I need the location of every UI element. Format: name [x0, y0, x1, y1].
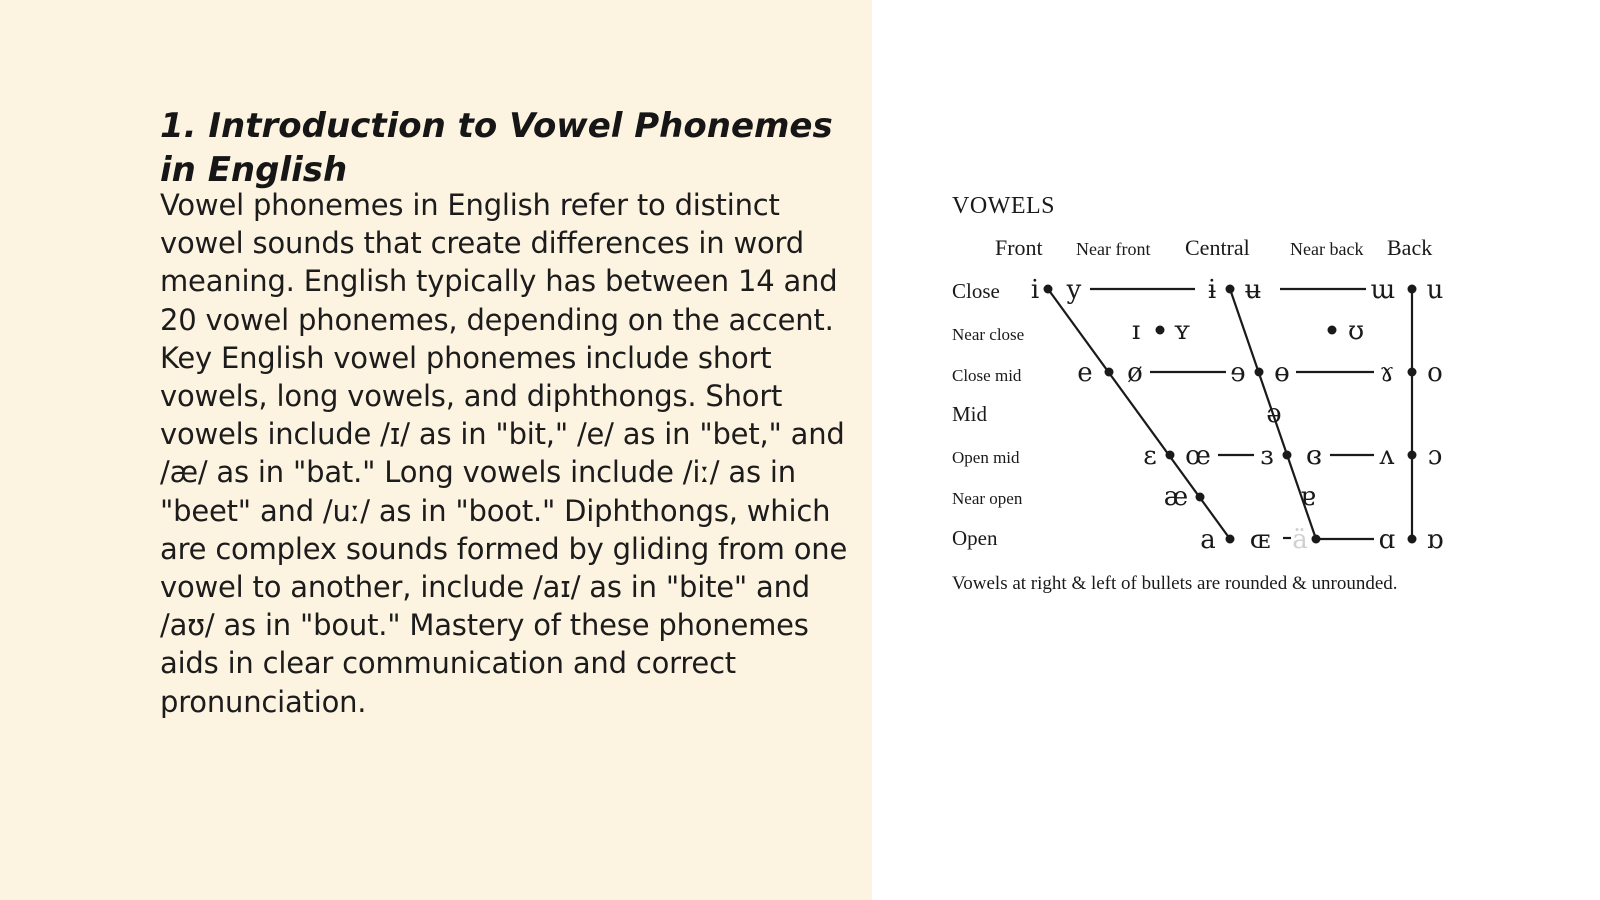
row-close-mid: Close mid	[952, 366, 1022, 385]
vowel-chart-heading: VOWELS	[952, 193, 1055, 219]
dot-open-mid-central	[1283, 451, 1292, 460]
dot-close-front	[1044, 285, 1053, 294]
vowel-near-close-front-rounded: ʏ	[1173, 316, 1191, 346]
column-near-front: Near front	[1076, 239, 1151, 259]
ipa-vowel-chart	[940, 185, 1460, 615]
dot-close-back	[1408, 285, 1417, 294]
column-central: Central	[1185, 235, 1250, 260]
vowel-open-mid-front-unrounded: ɛ	[1143, 441, 1157, 471]
vowel-close-central-rounded: ʉ	[1244, 275, 1262, 305]
vowel-open-mid-front-rounded: œ	[1185, 441, 1211, 471]
dot-near-open-front	[1196, 493, 1205, 502]
dot-near-close-back	[1328, 326, 1337, 335]
row-open-mid: Open mid	[952, 448, 1020, 467]
vowel-close-mid-back-unrounded: ɤ	[1379, 358, 1395, 388]
vowel-near-open-front-unrounded: æ	[1163, 482, 1189, 512]
vowel-close-central-unrounded: ɨ	[1207, 275, 1217, 305]
vowel-close-mid-back-rounded: o	[1427, 358, 1443, 388]
dot-close-mid-front	[1105, 368, 1114, 377]
vowel-close-mid-front-unrounded: e	[1077, 358, 1093, 388]
dot-close-mid-back	[1408, 368, 1417, 377]
vowel-close-back-unrounded: ɯ	[1370, 275, 1396, 305]
row-mid: Mid	[952, 402, 988, 426]
dot-close-central	[1226, 285, 1235, 294]
vowel-near-close-front-unrounded: ɪ	[1131, 316, 1141, 346]
column-near-back: Near back	[1290, 239, 1364, 259]
slide-title: 1. Introduction to Vowel Phonemes in English	[160, 106, 833, 190]
row-close: Close	[952, 279, 1000, 303]
column-back: Back	[1387, 235, 1433, 260]
slide-body-text: Vowel phonemes in English refer to distinct vowel sounds that create differences in word meaning. English typically has between 14 and 20 vowel phonemes, depending on the accent. Key English vowel phonemes include short vowels, long vowels, and diphthongs. Short vowels include /ɪ/ as in "bit," /e/ as in "bet," and /æ/ as in "bat." Long vowels include /iː/ as in "beet" and /uː/ as in "boot." Diphthongs, which are complex sounds formed by gliding from one vowel to another, include /aɪ/ as in "bite" and /aʊ/ as in "bout." Mastery of these phonemes aids in clear communication and correct pronunciation.	[160, 188, 848, 719]
vowel-close-mid-central-rounded: ɵ	[1274, 358, 1290, 388]
vowel-close-front-rounded: y	[1066, 275, 1082, 305]
column-front: Front	[995, 235, 1043, 260]
dot-open-mid-front	[1166, 451, 1175, 460]
vowel-open-central-faded: ä	[1292, 525, 1308, 555]
vowel-near-open-central: ɐ	[1300, 482, 1316, 512]
dot-open-front	[1226, 535, 1235, 544]
vowel-open-mid-central-rounded: ɞ	[1306, 441, 1322, 471]
dot-open-mid-back	[1408, 451, 1417, 460]
vowel-close-back-rounded: u	[1426, 275, 1444, 305]
dot-close-mid-central	[1255, 368, 1264, 377]
vowel-open-mid-back-rounded: ɔ	[1427, 441, 1443, 471]
vowel-close-mid-central-unrounded: ɘ	[1230, 358, 1246, 388]
vowel-mid-central: ə	[1266, 399, 1282, 429]
vowel-chart-caption: Vowels at right & left of bullets are rounded & unrounded.	[952, 573, 1398, 594]
vowel-close-front-unrounded: i	[1030, 275, 1040, 305]
vowel-open-mid-central-unrounded: ɜ	[1260, 441, 1274, 471]
row-near-open: Near open	[952, 489, 1023, 508]
dot-open-back	[1408, 535, 1417, 544]
vowel-near-close-back-rounded: ʊ	[1347, 316, 1365, 346]
vowel-open-front-unrounded: a	[1200, 525, 1216, 555]
vowel-close-mid-front-rounded: ø	[1127, 358, 1143, 388]
dot-near-close-front	[1156, 326, 1165, 335]
row-near-close: Near close	[952, 325, 1025, 344]
row-open: Open	[952, 526, 998, 550]
vowel-open-mid-back-unrounded: ʌ	[1379, 441, 1395, 471]
vowel-open-back-unrounded: ɑ	[1378, 525, 1396, 555]
vowel-open-front-rounded: ɶ	[1249, 525, 1271, 555]
dot-open-central	[1312, 535, 1321, 544]
vowel-chart-svg	[940, 185, 1460, 615]
vowel-open-back-rounded: ɒ	[1426, 525, 1444, 555]
